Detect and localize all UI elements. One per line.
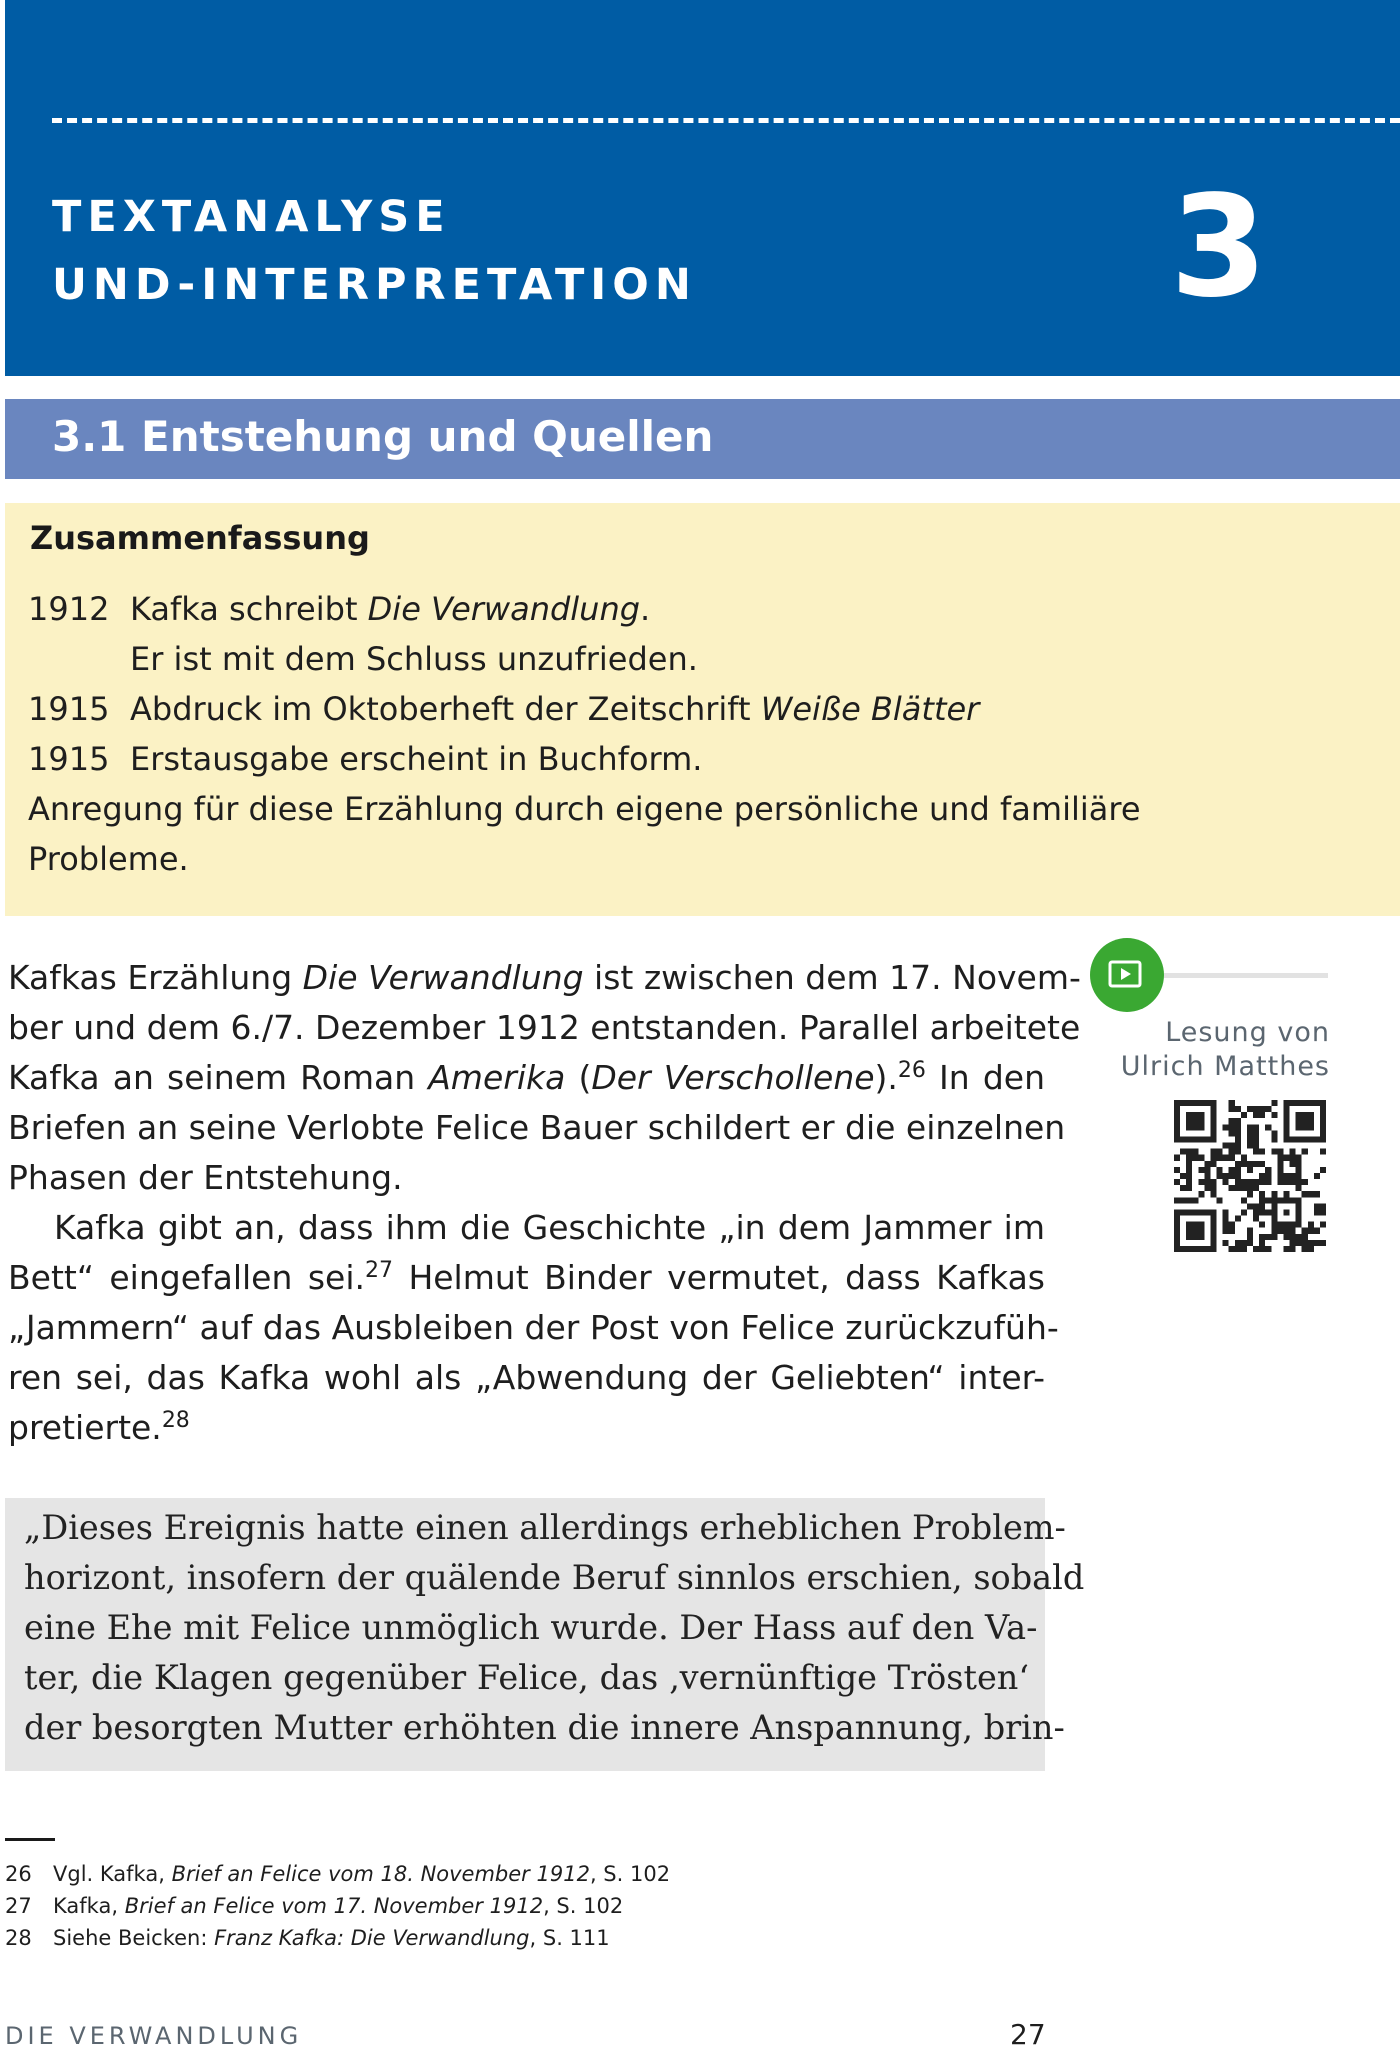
play-icon — [1108, 960, 1142, 988]
quote-line: horizont, insofern der quälende Beruf sinnlos erschien, sobald — [24, 1558, 1085, 1597]
body-line: Kafka gibt an, dass ihm die Geschichte „in dem Jammer im — [54, 1208, 1045, 1247]
summary-entry: Anregung für diese Erzählung durch eigene persönliche und familiäre — [28, 790, 1141, 828]
chapter-number: 3 — [1170, 166, 1268, 329]
summary-entry: 1915 Erstausgabe erscheint in Buchform. — [28, 740, 703, 778]
summary-year: 1915 — [28, 740, 110, 778]
chapter-title-line-1: TEXTANALYSE — [52, 192, 451, 242]
quote-line: ter, die Klagen gegenüber Felice, das ‚vernünftige Trösten‘ — [24, 1658, 1029, 1697]
body-line: Kafka an seinem Roman Amerika (Der Verschollene).$^{26}$ In den — [8, 1058, 1045, 1097]
body-line: pretierte.$^{28}$ — [8, 1408, 190, 1447]
footnote: 28 Siehe Beicken: Franz Kafka: Die Verwandlung, S. 111 — [5, 1926, 610, 1950]
chapter-title-line-2: UND-INTERPRETATION — [52, 260, 697, 310]
footnote-ref: 26 — [897, 1058, 926, 1083]
body-line: ren sei, das Kafka wohl als „Abwendung der Geliebten“ inter- — [8, 1358, 1045, 1397]
footer-book-title: DIE VERWANDLUNG — [5, 2022, 303, 2050]
body-line: Kafkas Erzählung Die Verwandlung ist zwischen dem 17. Novem- — [8, 958, 1081, 997]
page-number: 27 — [1010, 2018, 1046, 2051]
footnote: 26 Vgl. Kafka, Brief an Felice vom 18. November 1912, S. 102 — [5, 1862, 671, 1886]
chapter-dashed-rule — [52, 118, 1400, 123]
summary-year: 1915 — [28, 690, 110, 728]
media-progress-track — [1164, 973, 1328, 978]
section-title: 3.1 Entstehung und Quellen — [52, 412, 714, 461]
summary-entry: 1915 Abdruck im Oktoberheft der Zeitschrift Weiße Blätter — [28, 690, 980, 728]
body-line: ber und dem 6./7. Dezember 1912 entstanden. Parallel arbeitete — [8, 1008, 1081, 1047]
footnote-ref: 27 — [365, 1258, 393, 1283]
summary-entry: 1912 Kafka schreibt Die Verwandlung. — [28, 590, 651, 628]
footnote: 27 Kafka, Brief an Felice vom 17. November 1912, S. 102 — [5, 1894, 624, 1918]
footnote-rule — [5, 1838, 55, 1841]
footnote-ref: 28 — [161, 1408, 190, 1433]
media-label: Lesung von Ulrich Matthes — [1120, 1017, 1330, 1082]
body-line: „Jammern“ auf das Ausbleiben der Post von Felice zurückzufüh- — [8, 1308, 1059, 1347]
body-line: Phasen der Entstehung. — [8, 1158, 403, 1197]
summary-year: 1912 — [28, 590, 110, 628]
quote-line: eine Ehe mit Felice unmöglich wurde. Der Hass auf den Va- — [24, 1608, 1038, 1647]
body-line: Briefen an seine Verlobte Felice Bauer schildert er die einzelnen — [8, 1108, 1066, 1147]
body-line: Bett“ eingefallen sei.$^{27}$ Helmut Binder vermutet, dass Kafkas — [8, 1258, 1045, 1297]
qr-code-icon[interactable] — [1174, 1100, 1326, 1252]
summary-heading: Zusammenfassung — [30, 519, 370, 557]
quote-line: „Dieses Ereignis hatte einen allerdings erheblichen Problem- — [24, 1508, 1066, 1547]
summary-entry: Probleme. — [28, 840, 189, 878]
quote-line: der besorgten Mutter erhöhten die innere Anspannung, brin- — [24, 1708, 1065, 1747]
summary-entry: Er ist mit dem Schluss unzufrieden. — [130, 640, 698, 678]
